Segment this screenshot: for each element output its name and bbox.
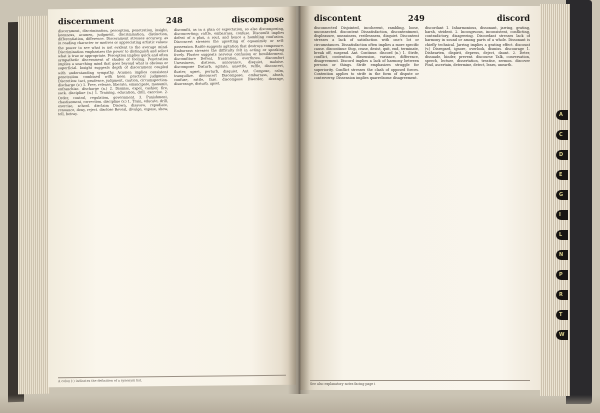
- thumb-tab-letter: I: [559, 212, 561, 218]
- left-column-1: discernment, discrimination, perception, penetration, insight, keenness, acumen, judgment. discrimination, distinction, differentiation, difference. Discernment stresses accuracy, as in reading character or motives or appreciating artistic values: the power to see what is not evident to the average mind. Discrimination emphasizes the power to distinguish and select what is true or appropriate. Perception implies quick and often sympathetic discernment of shades of feeling. Penetration implies a searching mind that goes beyond what is obvious or superficial. Insight suggests depth of discernment coupled with understanding sympathy. Acumen implies consistent penetration combined with keen practical judgment. Discretion: tact, prudence, judgment, caution, circumspection. discharge (v.) 1. Free, release, liberate, emancipate, manumit, enfranchise. discharge (n.) 2. Dismiss, expel, cashier, fire, sack. discipline (n.) 1. Training, education, drill, exercise. 2. Order, control, regulation, government. 3. Punishment, chastisement, correction. discipline (v.) 1. Train, educate, drill, exercise, school. disclaim Disown, disavow, repudiate, renounce, deny, reject. disclose Reveal, divulge, expose, show, tell, betray.: [58, 28, 168, 117]
- thumb-tab-letter: L: [559, 232, 563, 238]
- thumb-tab[interactable]: [556, 250, 568, 260]
- thumb-tab-letter: R: [559, 292, 563, 298]
- thumb-tab[interactable]: [556, 190, 568, 200]
- thumb-tab-letter: E: [559, 172, 563, 178]
- bottom-shadow: [0, 395, 600, 413]
- thumb-tab[interactable]: [556, 130, 568, 140]
- thumb-tab-letter: W: [559, 332, 565, 338]
- left-column-2: discomfit, as in a plan or expectation, so also discomposing, disconcerting; rattle, embarrass, confuse. Discomfit implies defeat of a plan, a rout, and hence a humbling confusion. Disconcert stresses the upsetting of equanimity or self-possession. Rattle suggests agitation that destroys composure. Embarrass stresses the difficulty felt in acting or speaking freely. Fluster suggests nervous confusion or bewilderment. discomfiture Defeat, frustration, overthrow. discomfort Uneasiness, distress, annoyance, disquiet, malaise. discompose Disturb, agitate, unsettle, ruffle, disconcert, fluster, upset, perturb, disquiet. Ant. Compose, calm, tranquilize. disconcert Discompose, embarrass, abash, confuse, rattle, faze. discompose Disorder, derange, disarrange, disturb, upset.: [174, 26, 284, 87]
- thumb-tab[interactable]: [556, 150, 568, 160]
- left-header-right: discompose: [231, 13, 284, 25]
- thumb-tab[interactable]: [556, 170, 568, 180]
- right-columns: [314, 26, 530, 376]
- right-header-left: discontent: [314, 13, 362, 23]
- thumb-tab-letter: A: [559, 112, 563, 118]
- thumb-tab[interactable]: [556, 270, 568, 280]
- thumb-tab[interactable]: [556, 330, 568, 340]
- right-column-1: disconnected Disjointed, incoherent, rambling, loose, unconnected. discontent Dissatisfaction, discontentment, displeasure, uneasiness, restlessness, disquiet. Discontent stresses a lack of satisfaction with one's lot or circumstances. Dissatisfaction often implies a more specific cause. discontinue Stop, cease, desist, quit, end, terminate, break off, suspend. Ant. Continue. discord (n.) 1. Strife, conflict, contention, dissension, variance, difference, disagreement. Discord implies a lack of harmony between persons or things. Strife emphasizes struggle for superiority. Conflict stresses the clash of opposed forces. Contention applies to strife in the form of dispute or controversy. Dissension implies quarrelsome disagreement.: [314, 26, 419, 80]
- thumb-tab-letter: T: [559, 312, 563, 318]
- thumb-tab-letter: P: [559, 272, 563, 278]
- thumb-tab-letter: G: [559, 192, 564, 198]
- left-guide-word: discernment: [58, 15, 115, 27]
- left-page-edges: [18, 16, 50, 395]
- right-page-number: 249: [408, 13, 425, 23]
- thumb-tab[interactable]: [556, 110, 568, 120]
- thumb-tab[interactable]: [556, 290, 568, 300]
- thumb-tab-letter: D: [559, 152, 564, 158]
- left-footer-note: A colon (:) indicates the definition of a synonym list.: [58, 375, 286, 383]
- left-page-number: 248: [166, 14, 183, 26]
- thumb-tab-letter: N: [559, 252, 564, 258]
- left-columns: [58, 27, 284, 373]
- right-page: [300, 6, 540, 390]
- thumb-tab[interactable]: [556, 230, 568, 240]
- right-column-2: discordant 1. Inharmonious, dissonant, jarring, grating, harsh, strident. 2. Incongruous, inconsistent, conflicting, contradictory, disagreeing. Discordant stresses lack of harmony in sound or among parts of a whole. Dissonant is chiefly technical. Jarring implies a grating effect. discount (v.) Disregard, ignore, overlook, dismiss. discourage 1. Dishearten, dispirit, depress, deject, daunt. 2. Deter, dissuade, hinder, prevent. discourse Talk, conversation, speech, lecture, dissertation, treatise, sermon. discover Find, ascertain, determine, detect, learn, unearth.: [425, 26, 530, 68]
- right-footer-note: See also explanatory notes facing page i: [310, 380, 530, 386]
- book-gutter: [288, 6, 310, 394]
- thumb-tab-letter: C: [559, 132, 563, 138]
- thumb-tab[interactable]: [556, 210, 568, 220]
- left-page: [48, 7, 296, 388]
- right-guide-word: discord: [496, 13, 530, 23]
- thumb-tab[interactable]: [556, 310, 568, 320]
